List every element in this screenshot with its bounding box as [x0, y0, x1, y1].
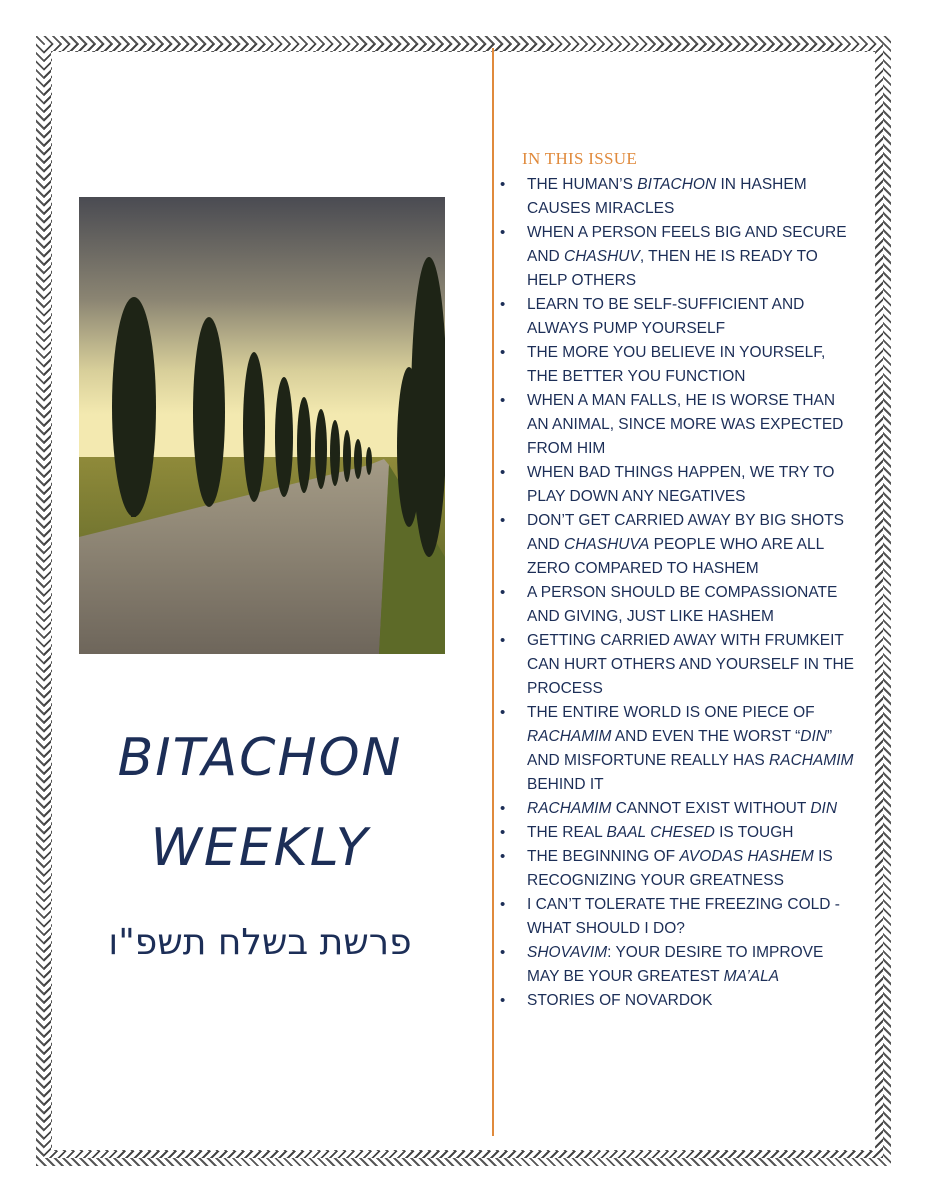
list-item-text: WHEN A PERSON FEELS BIG AND SECURE AND — [527, 224, 847, 265]
list-item-text: THE MORE YOU BELIEVE IN YOURSELF, THE BETTER YOU FUNCTION — [527, 344, 826, 385]
italic-term: BITACHON — [637, 176, 717, 193]
list-item — [498, 461, 856, 509]
list-item-text: STORIES OF NOVARDOK — [527, 992, 713, 1009]
italic-term: BAAL CHESED — [606, 824, 715, 841]
list-item-text: AND EVEN THE WORST “ — [611, 728, 801, 745]
list-item-text: GETTING CARRIED AWAY WITH FRUMKEIT CAN HURT OTHERS AND YOURSELF IN THE PROCESS — [527, 632, 854, 697]
list-item-text: THE HUMAN’S — [527, 176, 638, 193]
cover-photo — [79, 197, 445, 654]
in-this-issue-list — [498, 173, 856, 1013]
list-item-text: CANNOT EXIST WITHOUT — [611, 800, 811, 817]
list-item — [498, 389, 856, 461]
list-item-text: ” AND MISFORTUNE REALLY HAS — [527, 728, 833, 769]
italic-term: RACHAMIM — [527, 800, 612, 817]
list-item — [498, 893, 856, 941]
list-item — [498, 581, 856, 629]
masthead-title-line1: BITACHON — [117, 728, 403, 788]
list-item-text: THE ENTIRE WORLD IS ONE PIECE OF — [527, 704, 815, 721]
masthead-title-line2: WEEKLY — [150, 818, 370, 878]
list-item — [498, 173, 856, 221]
parsha-title: פרשת בשלח תשפ"ו — [108, 922, 412, 963]
list-item-text: WHEN A MAN FALLS, HE IS WORSE THAN AN ANIMAL, SINCE MORE WAS EXPECTED FROM HIM — [527, 392, 844, 457]
list-item-text: IN HASHEM CAUSES MIRACLES — [527, 176, 807, 217]
list-item — [498, 845, 856, 893]
list-item — [498, 341, 856, 389]
list-item — [498, 797, 856, 821]
list-item-text: THE BEGINNING OF — [527, 848, 680, 865]
italic-term: CHASHUV — [564, 248, 640, 265]
list-item — [498, 629, 856, 701]
list-item — [498, 509, 856, 581]
italic-term: RACHAMIM — [527, 728, 612, 745]
list-item-text: IS TOUGH — [714, 824, 794, 841]
list-item-text: BEHIND IT — [527, 776, 604, 793]
list-item-text: IS RECOGNIZING YOUR GREATNESS — [527, 848, 833, 889]
list-item — [498, 821, 856, 845]
list-item-text: : YOUR DESIRE TO IMPROVE MAY BE YOUR GREATEST — [527, 944, 824, 985]
list-item-text: LEARN TO BE SELF-SUFFICIENT AND ALWAYS PUMP YOURSELF — [527, 296, 805, 337]
italic-term: AVODAS HASHEM — [679, 848, 814, 865]
list-item-text: A PERSON SHOULD BE COMPASSIONATE AND GIVING, JUST LIKE HASHEM — [527, 584, 838, 625]
list-item-text: , THEN HE IS READY TO HELP OTHERS — [527, 248, 818, 289]
in-this-issue-heading: IN THIS ISSUE — [522, 149, 638, 168]
list-item-text: WHEN BAD THINGS HAPPEN, WE TRY TO PLAY DOWN ANY NEGATIVES — [527, 464, 835, 505]
italic-term: SHOVAVIM — [527, 944, 608, 961]
italic-term: MA’ALA — [723, 968, 780, 985]
list-item — [498, 989, 856, 1013]
list-item-text: I CAN’T TOLERATE THE FREEZING COLD - WHAT SHOULD I DO? — [527, 896, 840, 937]
list-item-text: THE REAL — [527, 824, 607, 841]
list-item — [498, 221, 856, 293]
list-item — [498, 941, 856, 989]
list-item-text: DON’T GET CARRIED AWAY BY BIG SHOTS AND — [527, 512, 844, 553]
list-item — [498, 701, 856, 797]
list-item-text: PEOPLE WHO ARE ALL ZERO COMPARED TO HASHEM — [527, 536, 824, 577]
italic-term: CHASHUVA — [564, 536, 650, 553]
italic-term: DIN — [810, 800, 838, 817]
column-divider — [492, 48, 494, 1136]
italic-term: RACHAMIM — [769, 752, 854, 769]
list-item — [498, 293, 856, 341]
italic-term: DIN — [800, 728, 827, 745]
